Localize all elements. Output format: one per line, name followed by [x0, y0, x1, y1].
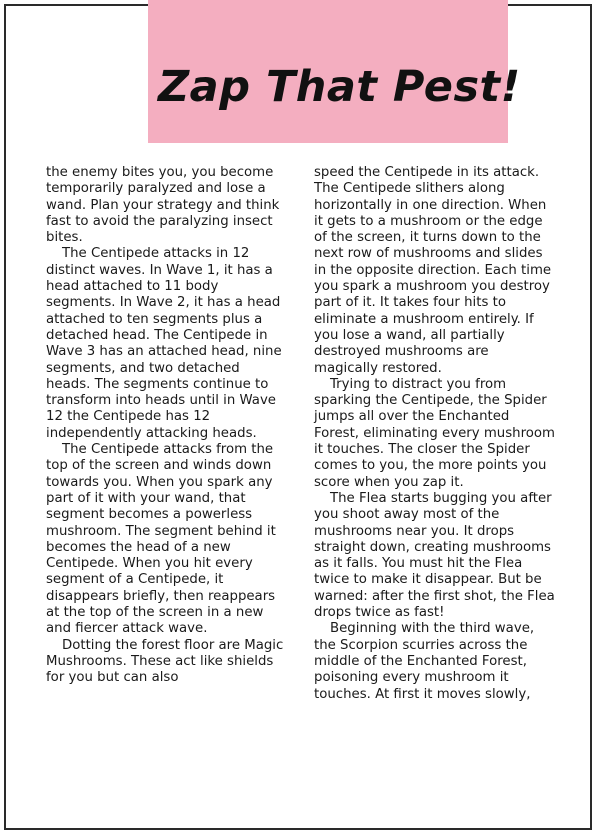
right-paragraph-4: Beginning with the third wave, the Scorpion scurries across the middle of the Enchanted Forest, poisoning every mushroom it touches. At first it moves slowly, — [314, 621, 535, 702]
left-paragraph-4: Dotting the forest floor are Magic Mushrooms. These act like shields for you but can also — [46, 637, 284, 686]
left-column — [46, 165, 288, 687]
left-paragraph-3: The Centipede attacks from the top of the screen and winds down towards you. When you spark any part of it with your wand, that segment becomes a powerless mushroom. The segment behind it becomes the head of a new Centipede. When you hit every segment of a Centipede, it disappears briefly, then reappears at the top of the screen in a new and fiercer attack wave. — [46, 442, 276, 637]
right-column — [314, 165, 556, 703]
right-paragraph-3: The Flea starts bugging you after you shoot away most of the mushrooms near you. It drops straight down, creating mushrooms as it falls. You must hit the Flea twice to make it disappear. But be warned: after the first shot, the Flea drops twice as fast! — [314, 490, 555, 621]
right-paragraph-2: Trying to distract you from sparking the Centipede, the Spider jumps all over the Enchanted Forest, eliminating every mushroom it touches. The closer the Spider comes to you, the more points you score when you zap it. — [314, 376, 555, 490]
page-title: Zap That Pest! — [158, 62, 521, 112]
right-paragraph-1: speed the Centipede in its attack. The Centipede slithers along horizontally in one direction. When it gets to a mushroom or the edge of the screen, it turns down to the next row of mushrooms and slides in the opposite direction. Each time you spark a mushroom you destroy part of it. It takes four hits to eliminate a mushroom entirely. If you lose a wand, all partially destroyed mushrooms are magically restored. — [314, 165, 552, 376]
left-paragraph-1: the enemy bites you, you become temporarily paralyzed and lose a wand. Plan your strategy and think fast to avoid the paralyzing insect bites. — [46, 165, 280, 246]
left-paragraph-2: The Centipede attacks in 12 distinct waves. In Wave 1, it has a head attached to 11 body segments. In Wave 2, it has a head attached to ten segments plus a detached head. The Centipede in Wave 3 has an attached head, nine segments, and two detached heads. The segments continue to transform into heads until in Wave 12 the Centipede has 12 independently attacking heads. — [46, 246, 282, 441]
